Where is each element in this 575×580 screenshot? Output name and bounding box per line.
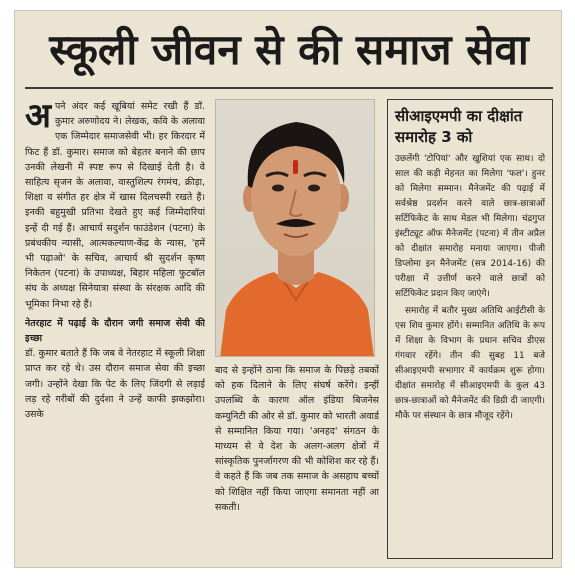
drop-cap: अ: [25, 99, 51, 136]
portrait-illustration: [216, 100, 375, 357]
article-paragraph-1: पने अंदर कई खूबियां समेट रखी हैं डॉ. कुमार अरुणोदय ने। लेखक, कवि के अलावा एक जिम्मेदार समाजसेवी भी। हर किरदार में फिट हैं डॉ. कुमार। समाज को बेहतर बनाने की छाप उनकी लेखनी में स्पष्ट रूप से दिखाई देती है। वे साहित्य सृजन के अलावा, वास्तुशिल्प रंगमंच, क्रीड़ा, शिक्षा व संगीत हर क्षेत्र में खास दिलचस्पी रखते हैं। इनकी बहुमुखी प्रतिभा देखते हुए कई जिम्मेदारियां इन्हें दी गई हैं। आचार्य सदुर्शन फाउंडेशन (पटना) के प्रबंधकीय न्यासी, आत्मकल्याण-केंद्र के न्यास, 'हमें भी पढ़ाओ' के सचिव, आचार्य श्री सुदर्शन कृष्ण निकेतन (पटना) के उपाध्यक्ष, बिहार महिला फुटबॉल संघ के अध्यक्ष सिनेयात्रा संस्था के संरक्षक आदि की भूमिका निभा रहे हैं।: [25, 101, 205, 310]
article-paragraph-2: डॉ. कुमार बताते हैं कि जब वे नेतरहाट में स्कूली शिक्षा प्राप्त कर रहे थे। उस दौरान समाज सेवा की इच्छा जगी। उन्होंने देखा कि पेट के लिए जिंदगी से लड़ाई लड़ रहे गरीबों की दुर्दशा ने उन्हें काफी झकझोरा। उसके: [25, 348, 205, 421]
headline: स्कूली जीवन से की समाज सेवा: [49, 25, 529, 74]
sidebar-paragraph-2: समारोह में बतौर मुख्य अतिथि आईटीसी के एस शिव कुमार होंगे। सम्मानित अतिथि के रूप में शिक्षा के विभाग के प्रधान सचिव डीएस गंगवार रहेंगे। तीन की सुबह 11 बजे सीआइएमपी सभागार में कार्यक्रम शुरू होगा। दीक्षांत समारोह में सीआइएमपी के कुल 43 छात्र-छात्राओं को मैनेजमेंट की डिग्री दी जाएगी। मौके पर संस्थान के छात्र मौजूद रहेंगे।: [395, 306, 545, 421]
headline-rule: [25, 87, 553, 89]
article-subheading: नेतरहाट में पढ़ाई के दौरान जगी समाज सेवी की इच्छा: [25, 317, 205, 345]
sidebar-body: [395, 152, 545, 424]
article-column-1: [25, 99, 205, 559]
article-column-2: [215, 363, 379, 559]
article-paragraph-3: बाद से इन्होंने ठाना कि समाज के पिछड़े तबकों को हक दिलाने के लिए संघर्ष करेंगे। इन्हीं उपलब्धि के कारण ऑल इंडिया बिजनेस कम्युनिटी की ओर से डॉ. कुमार को भारती अवार्ड से सम्मानित किया गया। 'अनहद' संगठन के माध्यम से वे देश के अलग-अलग क्षेत्रों में सांस्कृतिक पुनर्जागरण की भी कोशिश कर रहे हैं। वे कहते हैं कि जब तक समाज के असहाय बच्चों को शिक्षित नहीं किया जाएगा समानता नहीं आ सकती।: [215, 365, 379, 513]
sidebar-box: [387, 99, 553, 559]
sidebar-title: सीआइएमपी का दीक्षांत समारोह 3 को: [395, 107, 523, 146]
sidebar-paragraph-1: उछलेंगी 'टोपियां' और खुशियां एक साथ। दो साल की कड़ी मेहनत का मिलेगा 'फल'। हुनर को मिलेगा सम्मान। मैनेजमेंट की पढ़ाई में सर्वश्रेष्ठ प्रदर्शन करने वाले छात्र-छात्राओं सर्टिफिकेट के साथ मेडल भी मिलेगा। चंद्रगुप्त इंस्टीट्यूट ऑफ मैनेजमेंट (पटना) में तीन अप्रैल को दीक्षांत समारोह मनाया जाएगा। पीजी डिप्लोमा इन मैनेजमेंट (सत्र 2014-16) की परीक्षा में उत्तीर्ण करने वाले छात्रों को सर्टिफिकेट प्रदान किए जाएंगे।: [395, 154, 545, 299]
newspaper-clipping: [14, 10, 562, 568]
portrait-photo: [215, 99, 375, 357]
